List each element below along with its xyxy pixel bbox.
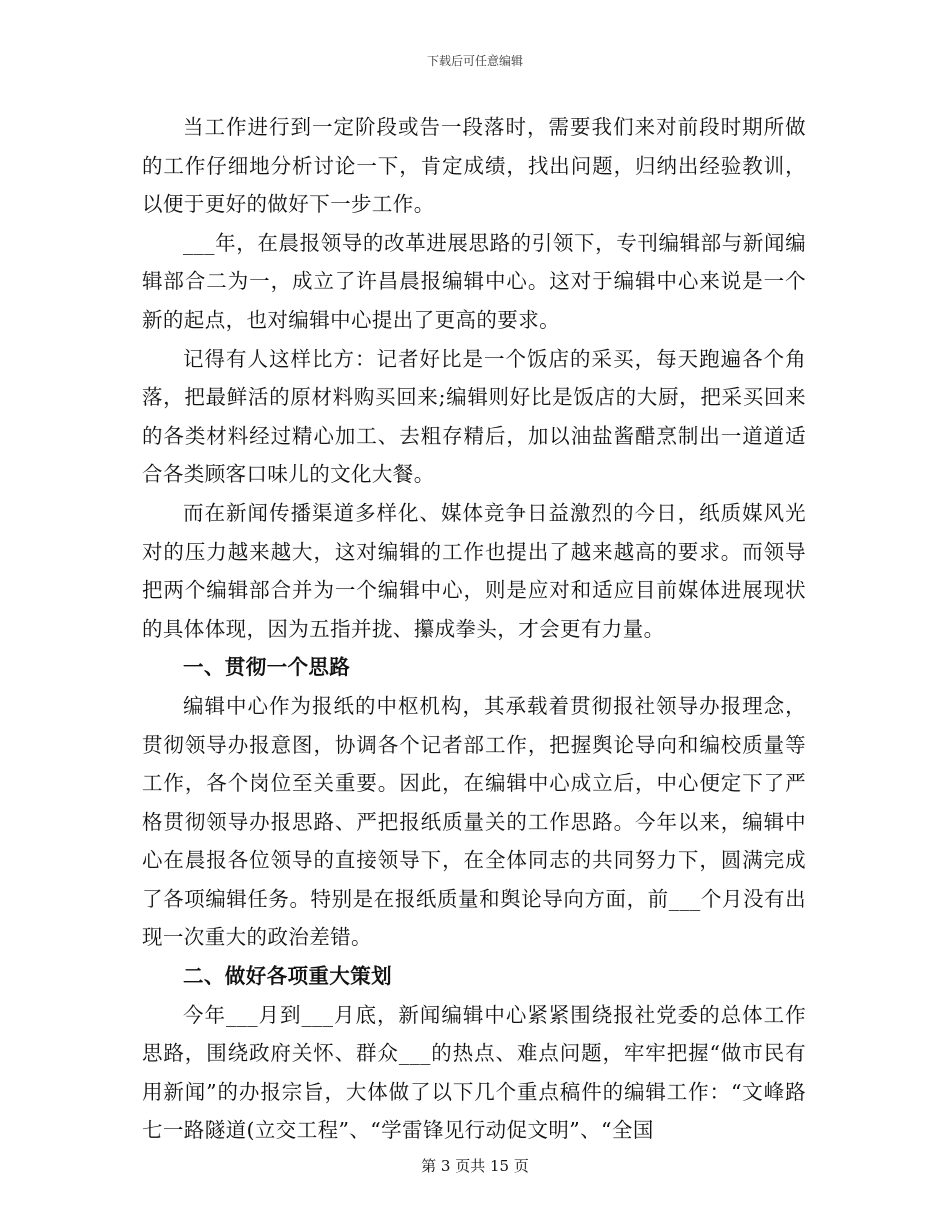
paragraph-intro: 当工作进行到一定阶段或告一段落时，需要我们来对前段时期所做的工作仔细地分析讨论一下，肯定成绩，找出问题，归纳出经验教训，以便于更好的做好下一步工作。 — [142, 115, 806, 217]
paragraph-section-2: 今年___月到___月底，新闻编辑中心紧紧围绕报社党委的总体工作思路，围绕政府关怀、群众___的热点、难点问题，牢牢把握“做市民有用新闻”的办报宗旨，大体做了以下几个重点稿件的编辑工作：“文峰路七一路隧道(立交工程”、“学雷锋见行动促文明”、“全国 — [142, 1002, 806, 1143]
page-header: 下载后可任意编辑 — [426, 54, 523, 68]
page-number: 第 3 页共 15 页 — [421, 1157, 529, 1175]
paragraph-editing-center: ___年，在晨报领导的改革进展思路的引领下，专刊编辑部与新闻编辑部合二为一，成立了许昌晨报编辑中心。这对于编辑中心来说是一个新的起点，也对编辑中心提出了更高的要求。 — [142, 230, 806, 332]
paragraph-section-1: 编辑中心作为报纸的中枢机构，其承载着贯彻报社领导办报理念，贯彻领导办报意图，协调各个记者部工作，把握舆论导向和编校质量等工作，各个岗位至关重要。因此，在编辑中心成立后，中心便定下了严格贯彻领导办报思路、严把报纸质量关的工作思路。今年以来，编辑中心在晨报各位领导的直接领导下，在全体同志的共同努力下，圆满完成了各项编辑任务。特别是在报纸质量和舆论导向方面，前___个月没有出现一次重大的政治差错。 — [142, 693, 806, 950]
paragraph-media-competition: 而在新闻传播渠道多样化、媒体竞争日益激烈的今日，纸质媒风光对的压力越来越大，这对编辑的工作也提出了越来越高的要求。而领导把两个编辑部合并为一个编辑中心，则是应对和适应目前媒体进展现状的具体体现，因为五指并拢、攥成拳头，才会更有力量。 — [142, 500, 806, 641]
document-body — [142, 108, 806, 1150]
section-heading-1: 一、贯彻一个思路 — [183, 655, 351, 680]
section-heading-2: 二、做好各项重大策划 — [183, 964, 392, 989]
paragraph-analogy: 记得有人这样比方：记者好比是一个饭店的采买，每天跑遍各个角落，把最鲜活的原材料购买回来;编辑则好比是饭店的大厨，把采买回来的各类材料经过精心加工、去粗存精后，加以油盐酱醋烹制出一道道适合各类顾客口味儿的文化大餐。 — [142, 346, 806, 487]
